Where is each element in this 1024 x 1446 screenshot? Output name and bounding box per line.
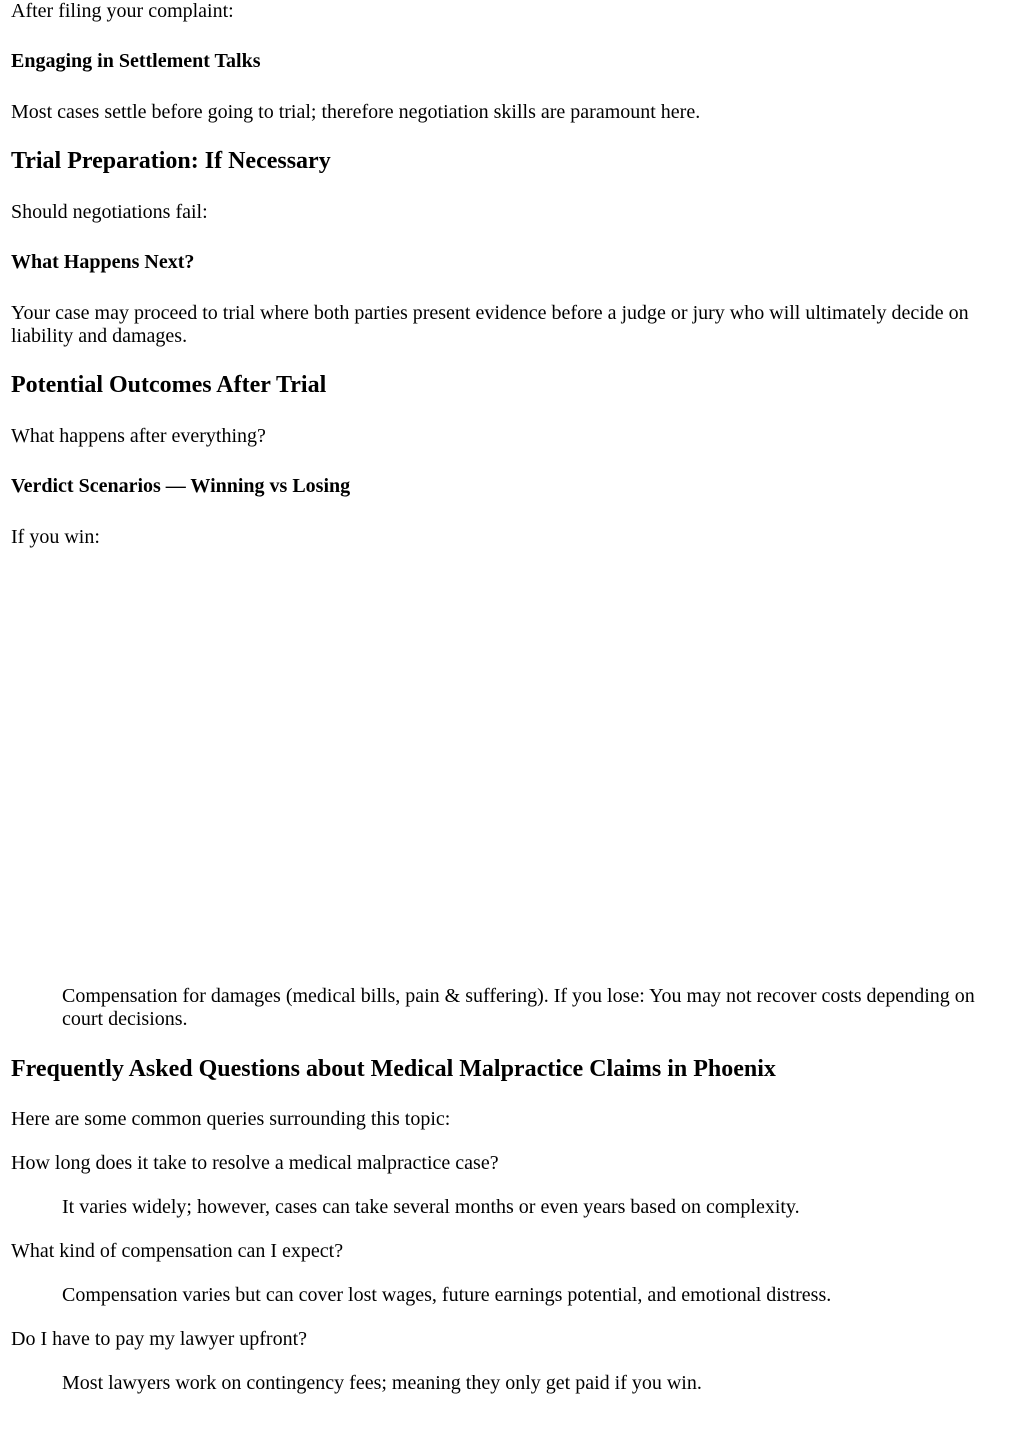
- outcomes-heading: Potential Outcomes After Trial: [11, 372, 327, 398]
- intro-text: After filing your complaint:: [11, 0, 234, 22]
- trial-prep-text: Should negotiations fail:: [11, 201, 208, 223]
- faq-list: [11, 1152, 1013, 1395]
- faq-question: Do I have to pay my lawyer upfront?: [11, 1328, 308, 1350]
- settlement-heading: Engaging in Settlement Talks: [11, 50, 261, 72]
- verdict-text: If you win:: [11, 526, 100, 548]
- faq-answer: Most lawyers work on contingency fees; meaning they only get paid if you win.: [62, 1372, 702, 1394]
- faq-question: What kind of compensation can I expect?: [11, 1240, 344, 1262]
- trial-prep-heading: Trial Preparation: If Necessary: [11, 148, 331, 174]
- faq-answer: Compensation varies but can cover lost wages, future earnings potential, and emotional distress.: [62, 1284, 832, 1306]
- what-next-heading: What Happens Next?: [11, 251, 195, 273]
- faq-heading: Frequently Asked Questions about Medical Malpractice Claims in Phoenix: [11, 1056, 776, 1082]
- what-next-text: Your case may proceed to trial where both parties present evidence before a judge or jury who will ultimately decide on liability and damages.: [11, 302, 969, 347]
- faq-question: How long does it take to resolve a medical malpractice case?: [11, 1152, 499, 1174]
- verdict-heading: Verdict Scenarios — Winning vs Losing: [11, 475, 351, 497]
- outcomes-text: What happens after everything?: [11, 425, 266, 447]
- blank-space: [11, 549, 1013, 985]
- faq-answer: It varies widely; however, cases can take several months or even years based on complexity.: [62, 1196, 800, 1218]
- faq-intro: Here are some common queries surrounding this topic:: [11, 1108, 451, 1130]
- settlement-text: Most cases settle before going to trial; therefore negotiation skills are paramount here.: [11, 101, 701, 123]
- verdict-detail: Compensation for damages (medical bills, pain & suffering). If you lose: You may not recover costs depending on court decisions.: [62, 985, 975, 1030]
